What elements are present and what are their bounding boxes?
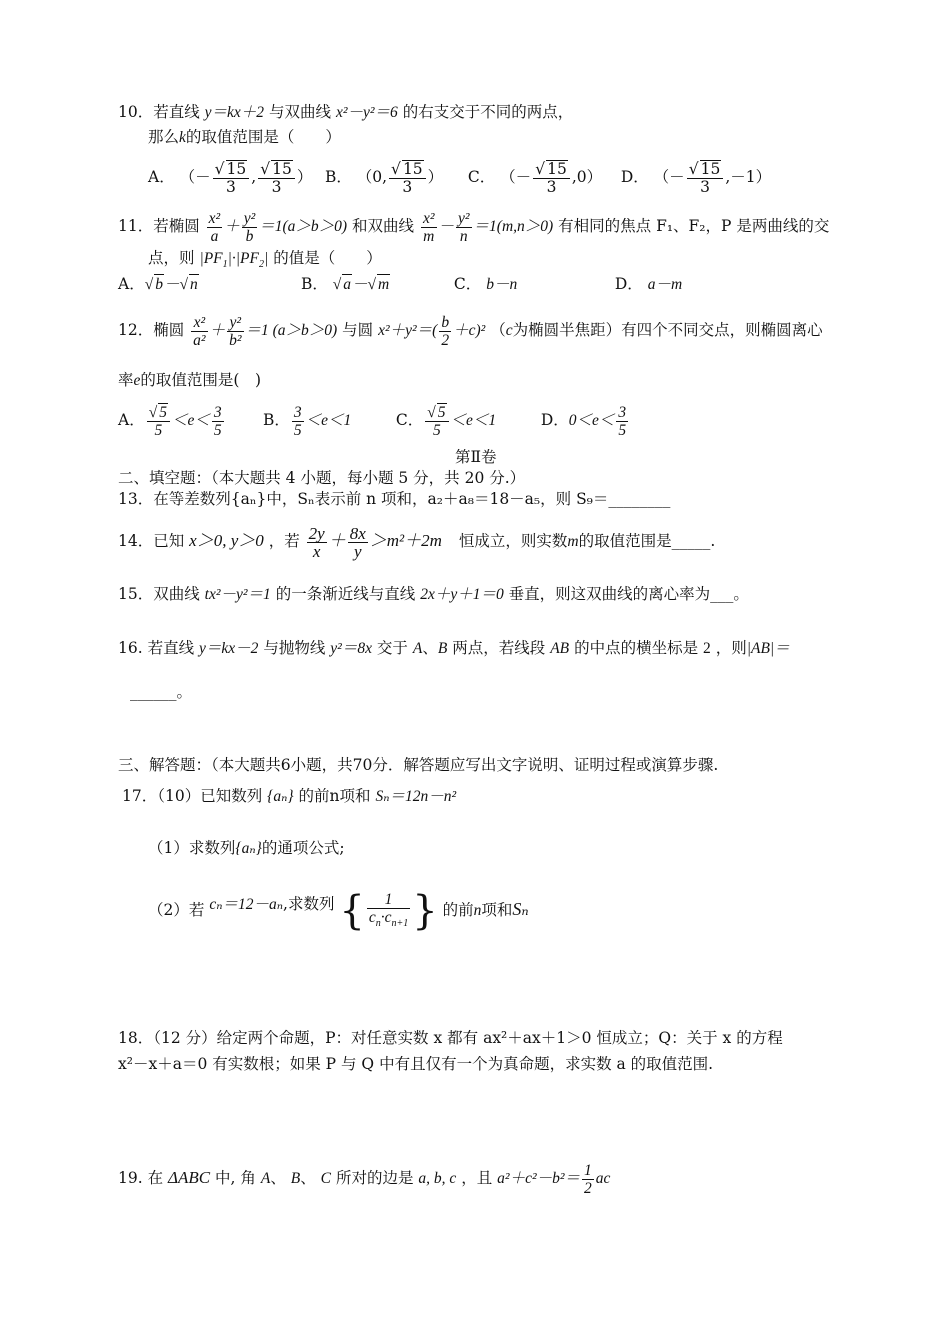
option-label: C． xyxy=(467,168,496,186)
hyperbola-eq: $\frac{\text{x²}}{m}$ － $\frac{\text{y²}}{n}$ ＝1(m,n＞0) xyxy=(422,209,554,245)
q11-text: 11．若椭圆 xyxy=(118,217,200,235)
q10-text: 那么 xyxy=(148,128,180,146)
option-label: A． xyxy=(118,411,145,429)
denominator: 3 xyxy=(226,178,236,196)
ellipse-eq: $\frac{\text{x²}}{a}$ ＋ $\frac{\text{y²}}{b}$ ＝1(a＞b＞0) xyxy=(208,209,348,245)
angle-a: A xyxy=(260,1170,271,1187)
q19: 19. 在 ΔABC 中, 角 A、 B、 C 所对的边是 a, b, c ，且 a²＋c²－b²＝ $\frac{1}{2}$ ac xyxy=(118,1161,611,1197)
ellipse-eq: $\frac{\text{x²}}{\text{a²}}$ ＋ $\frac{\text{y²}}{\text{b²}}$ ＝1 (a＞b＞0) xyxy=(193,313,338,349)
q15-hyperbola-eq: tx²－y²＝1 xyxy=(204,586,271,603)
denominator: 3 xyxy=(700,178,710,196)
sqrt-value: 15 xyxy=(547,160,567,178)
q11-line1 xyxy=(118,206,829,246)
sqrt-value: 15 xyxy=(402,160,423,178)
fraction: $\frac{√ 15}{3}$ xyxy=(533,160,570,196)
option-label: B． xyxy=(262,411,290,429)
q12-text: 为椭圆半焦距）有四个不同交点，则椭圆离心 xyxy=(512,321,823,339)
q10-options xyxy=(148,155,771,199)
q10-k: k xyxy=(179,129,186,146)
q14-condition: x＞0, y＞0 xyxy=(189,531,264,550)
fraction: $\frac{√ 15}{3}$ xyxy=(213,160,250,196)
q19-text: ，且 xyxy=(461,1169,493,1187)
separator: 、 xyxy=(422,639,438,657)
q12-option-b: B． $\frac{3}{5}$ ＜e＜1 xyxy=(262,403,352,439)
option-label: B． xyxy=(324,168,352,186)
q15-line-eq: 2x＋y＋1＝0 xyxy=(420,586,504,603)
q11-options xyxy=(118,274,682,295)
q17-text: 项和 xyxy=(481,901,513,920)
q11-text: 有相同的焦点 F₁、F₂，P 是两曲线的交 xyxy=(558,217,830,235)
q12-option-a: A． $\frac{√ 5}{5}$ ＜e＜ $\frac{3}{5}$ xyxy=(118,403,222,440)
q11-option-d xyxy=(615,275,682,293)
q10-text: 与双曲线 xyxy=(269,103,332,121)
q12-text: 与圆 xyxy=(342,321,374,339)
sqrt-value: 15 xyxy=(226,160,247,178)
q12-c: c xyxy=(505,322,513,339)
q12-text: （ xyxy=(490,321,506,339)
q10-line-eq: y＝kx＋2 xyxy=(204,104,265,121)
q15-text: 垂直，则这双曲线的离心率为___。 xyxy=(508,585,749,603)
q14-text: ，若 xyxy=(268,532,300,550)
abs-ab: |AB|＝ xyxy=(746,640,790,657)
q12-text: 12．椭圆 xyxy=(118,321,185,339)
q12-line1 xyxy=(118,308,823,352)
q17-text: 17．（10）已知数列 xyxy=(122,787,263,805)
point-a: A xyxy=(412,640,423,657)
option-label: D． xyxy=(614,275,643,293)
q16-text: 与抛物线 xyxy=(263,639,326,657)
q16-text: 两点，若线段 xyxy=(452,639,546,657)
q13: 13．在等差数列{aₙ}中，Sₙ表示前 n 项和，a₂＋a₈＝18－a₅，则 S₉＝________ xyxy=(118,490,671,508)
option-label: D． xyxy=(540,411,569,429)
q12-e: e xyxy=(133,372,141,389)
q17-n: n xyxy=(473,902,482,920)
part2-title: 第Ⅱ卷 xyxy=(455,448,497,466)
q16-parabola-eq: y²＝8x xyxy=(330,640,372,657)
q16-value: 2 xyxy=(703,640,711,657)
sqrt-value: 15 xyxy=(700,160,721,178)
q17-part1 xyxy=(148,838,345,859)
q16-text: 16. 若直线 xyxy=(118,639,195,657)
q16-line1 xyxy=(118,638,790,659)
q10-line2 xyxy=(148,127,341,148)
q11-option-c xyxy=(454,274,610,295)
q17-part2 xyxy=(148,880,529,935)
circle-eq: x²＋y²＝( $\frac{b}{2}$ ＋c)² xyxy=(378,313,486,349)
q14 xyxy=(118,506,716,561)
denominator: 3 xyxy=(402,178,413,196)
option-label: D． xyxy=(620,168,649,186)
q11-option-b: B． √ a－√ m xyxy=(300,275,390,293)
q16-text: 交于 xyxy=(376,639,408,657)
sn-formula: Sₙ＝12n－n² xyxy=(375,788,457,805)
q16-text: 的中点的横坐标是 xyxy=(574,639,699,657)
q16-text: ，则 xyxy=(715,639,747,657)
q11-text: 和双曲线 xyxy=(352,217,415,235)
triangle-abc: ΔABC xyxy=(168,1168,211,1187)
q14-text: 恒成立，则实数 xyxy=(458,532,568,550)
pf-product: $|PF_1|\cdot|PF_2|$ xyxy=(199,250,269,271)
q11-option-a: A．√ b－√ n xyxy=(118,275,198,293)
q10-option-a: A． （－ $\frac{√ 15}{3}$ , $\frac{√ 15}{3}$ ） xyxy=(148,160,313,196)
denominator: 3 xyxy=(546,178,557,196)
q10-text: 10．若直线 xyxy=(118,103,200,121)
q15-text: 15．双曲线 xyxy=(118,585,200,603)
q17-text: 的通项公式; xyxy=(261,839,345,857)
section3-heading: 三、解答题：（本大题共6小题，共70分．解答题应写出文字说明、证明过程或演算步骤. xyxy=(118,756,719,774)
sequence-an: {aₙ} xyxy=(235,840,262,857)
q12-option-d: D．0＜e＜ $\frac{3}{5}$ xyxy=(540,403,627,439)
q12-text: 率 xyxy=(118,371,134,389)
option-label: C． xyxy=(395,411,424,429)
q16-line-eq: y＝kx－2 xyxy=(199,640,259,657)
sequence-bracket: { $\frac{1}{c_n\cdot c_{n+1}}$ } xyxy=(339,888,438,935)
option-value: b－n xyxy=(486,276,518,293)
q14-text: 的取值范围是_____. xyxy=(578,532,716,550)
q10-option-c: C． （－ $\frac{√ 15}{3}$ ,0） xyxy=(467,160,603,196)
q19-equation: a²＋c²－b²＝ xyxy=(497,1170,580,1187)
q17-sn: Sₙ xyxy=(512,899,529,920)
q17-text: ,求数列 xyxy=(283,895,335,913)
q19-text: 19. 在 xyxy=(118,1169,164,1187)
q17-text: （1）求数列 xyxy=(148,839,236,857)
q14-text: 14．已知 xyxy=(118,532,185,550)
segment-ab: AB xyxy=(550,640,570,657)
q17-text: 的前 xyxy=(442,901,474,920)
q19-text: 中, 角 xyxy=(215,1169,256,1187)
point-b: B xyxy=(437,640,448,657)
q17-text: 的前n项和 xyxy=(298,787,371,805)
option-label: C． xyxy=(453,275,482,293)
q18-line2: x²－x＋a＝0 有实数根；如果 P 与 Q 中有且仅有一个为真命题，求实数 a 的取值范围. xyxy=(118,1055,714,1073)
fraction: $\frac{1}{2}$ xyxy=(584,1161,592,1197)
q19-ac: ac xyxy=(595,1170,611,1187)
angle-b: B xyxy=(290,1170,301,1187)
q11-line2 xyxy=(148,248,382,275)
fraction: $\frac{√ 15}{3}$ xyxy=(389,160,426,196)
q11-text: 点，则 xyxy=(148,249,195,267)
q10-text: 的右支交于不同的两点， xyxy=(402,103,574,121)
q14-inequality: $\frac{2y}{x}$ ＋ $\frac{8x}{y}$ ＞m²＋2m xyxy=(308,523,442,561)
q10-option-d: D． （－ $\frac{√ 15}{3}$ ,－1） xyxy=(620,160,772,196)
q15 xyxy=(118,584,749,605)
q12-option-c: C． $\frac{√ 5}{5}$ ＜e＜1 xyxy=(395,404,497,440)
q19-text: 所对的边是 xyxy=(335,1169,414,1187)
q10-line1 xyxy=(118,102,573,123)
q10-text: 的取值范围是（ ） xyxy=(185,128,341,146)
section2-heading: 二、填空题：（本大题共 4 小题，每小题 5 分，共 20 分.） xyxy=(118,469,526,487)
q12-options xyxy=(118,398,630,442)
cn-formula: cₙ＝12－aₙ xyxy=(209,896,284,913)
option-value: a－m xyxy=(647,276,683,293)
q12-line2 xyxy=(118,370,261,391)
fraction: $\frac{√ 15}{3}$ xyxy=(687,160,724,196)
q18-line1: 18．（12 分）给定两个命题，P：对任意实数 x 都有 ax²＋ax＋1＞0 恒成立；Q：关于 x 的方程 xyxy=(118,1029,783,1047)
q10-option-b: B． （0, $\frac{√ 15}{3}$ ） xyxy=(324,160,444,196)
q17-line1 xyxy=(122,786,456,807)
q16-line2: ______。 xyxy=(130,683,193,701)
q14-m: m xyxy=(567,533,579,550)
q12-text: 的取值范围是( ) xyxy=(140,371,262,389)
denominator: 3 xyxy=(271,178,282,196)
sequence-an: {aₙ} xyxy=(267,788,294,805)
option-label: A． xyxy=(148,168,175,186)
option-label: A． xyxy=(118,275,145,293)
q10-hyperbola-eq: x²－y²＝6 xyxy=(335,104,398,121)
fraction: $\frac{√ 15}{3}$ xyxy=(258,160,295,196)
q11-text: 的值是（ ） xyxy=(273,249,382,267)
q15-text: 的一条渐近线与直线 xyxy=(275,585,416,603)
q17-text: （2）若 xyxy=(148,901,205,920)
option-label: B． xyxy=(300,275,328,293)
sides-abc: a, b, c xyxy=(418,1170,457,1187)
sqrt-value: 15 xyxy=(272,160,292,178)
angle-c: C xyxy=(320,1170,331,1187)
